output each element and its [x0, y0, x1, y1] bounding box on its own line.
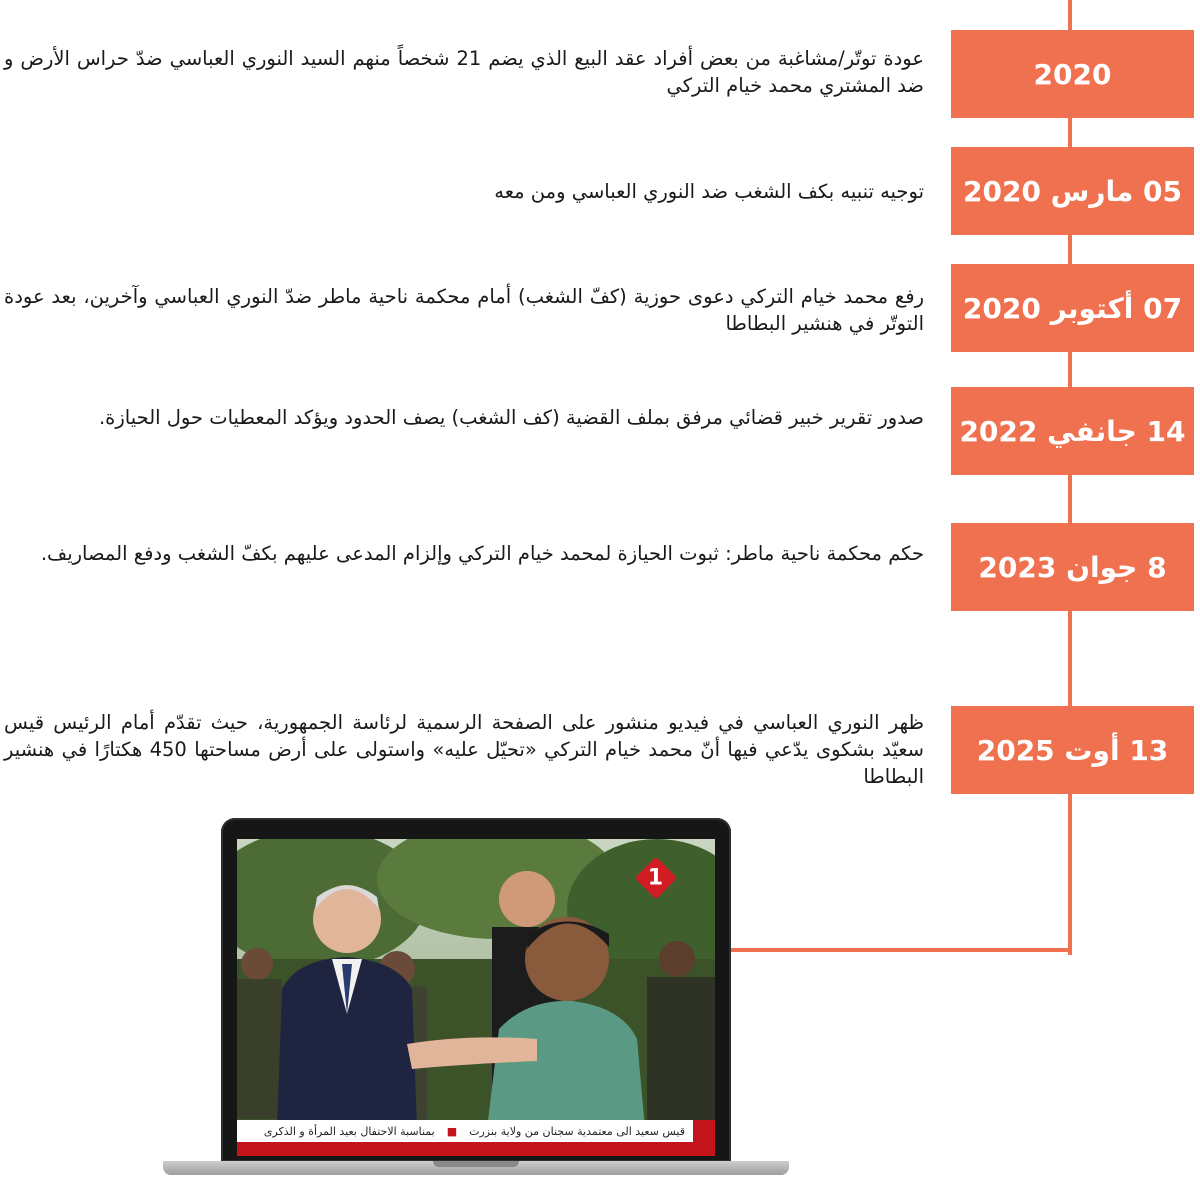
- timeline-vertical-line: [1068, 0, 1072, 955]
- timeline-date-march-2020: 05 مارس 2020: [951, 147, 1194, 235]
- timeline-text-august-2025: ظهر النوري العباسي في فيديو منشور على الصفحة الرسمية لرئاسة الجمهورية، حيث تقدّم أمام الرئيس قيس سعيّد بشكوى يدّعي فيها أنّ محمد خيام التركي «تحيّل عليه» واستولى على أرض مساحتها 450 هكتارًا في هنشير البطاطا: [4, 711, 924, 788]
- ticker-bottom-bar: [237, 1142, 715, 1156]
- timeline-text-october-2020: رفع محمد خيام التركي دعوى حوزية (كفّ الشغب) أمام محكمة ناحية ماطر ضدّ النوري العباسي وآخرين، بعد عودة التوتّر في هنشير البطاطا: [4, 285, 924, 335]
- ticker-text-primary: قيس سعيد الى معتمدية سجنان من ولاية بنزرت: [469, 1124, 685, 1138]
- timeline-date-january-2022: 14 جانفي 2022: [951, 387, 1194, 475]
- timeline-text-january-2022: صدور تقرير خبير قضائي مرفق بملف القضية (كف الشغب) يصف الحدود ويؤكد المعطيات حول الحيازة.: [98, 406, 924, 429]
- ticker-text-secondary: بمناسبة الاحتفال بعيد المرأة و الذكرى: [263, 1124, 435, 1138]
- ticker-logo: [693, 1120, 715, 1142]
- timeline-text-june-2023: حكم محكمة ناحية ماطر: ثبوت الحيازة لمحمد خيام التركي وإلزام المدعى عليهم بكفّ الشغب ودفع المصاريف.: [40, 542, 924, 565]
- timeline-date-june-2023: 8 جوان 2023: [951, 523, 1194, 611]
- video-screenshot: [237, 839, 715, 1156]
- ticker-separator: ■: [446, 1124, 458, 1138]
- laptop-notch: [433, 1161, 519, 1167]
- timeline-text-2020: عودة توتّر/مشاغبة من بعض أفراد عقد البيع الذي يضم 21 شخصاً منهم السيد النوري العباسي ضدّ حراس الأرض و ضد المشتري محمد خيام التركي: [4, 47, 924, 97]
- laptop-illustration: [221, 818, 731, 1162]
- timeline-date-october-2020: 07 أكتوبر 2020: [951, 264, 1194, 352]
- timeline-text-march-2020: توجيه تنبيه بكف الشغب ضد النوري العباسي ومن معه: [494, 180, 924, 203]
- channel-logo: 1: [635, 857, 677, 899]
- timeline-connector-line: [729, 948, 1072, 952]
- timeline-date-2020: 2020: [951, 30, 1194, 118]
- news-ticker: [237, 1120, 715, 1142]
- timeline-date-august-2025: 13 أوت 2025: [951, 706, 1194, 794]
